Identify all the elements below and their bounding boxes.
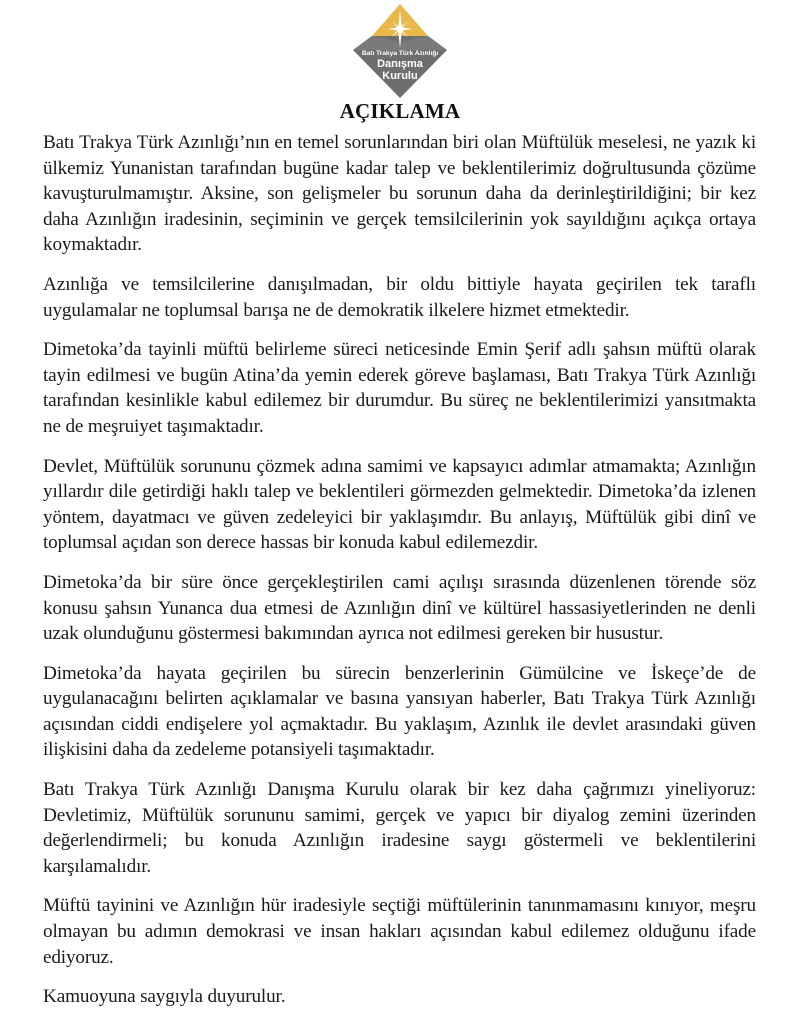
organization-logo bbox=[352, 2, 448, 100]
star-burst-diamond-logo-icon bbox=[352, 2, 448, 100]
paragraph: Dimetoka’da tayinli müftü belirleme süreci neticesinde Emin Şerif adlı şahsın müftü olarak tayin edilmesi ve bugün Atina’da yemin ederek göreve başlaması, Batı Trakya Türk Azınlığı tarafından kesinlikle kabul edilemez bir durumdur. Bu süreç ne beklentilerimizi yansıtmakta ne de meşruiyet taşımaktadır. bbox=[43, 339, 756, 437]
document-body bbox=[43, 130, 756, 1010]
paragraph: Dimetoka’da hayata geçirilen bu sürecin benzerlerinin Gümülcine ve İskeçe’de de uygulanacağını belirten açıklamalar ve basına yansıyan haberler, Batı Trakya Türk Azınlığı açısından ciddi endişelere yol açmaktadır. Bu yaklaşım, Azınlık ile devlet arasındaki güven ilişkisini daha da zedeleme potansiyeli taşımaktadır. bbox=[43, 662, 756, 761]
document-title: AÇIKLAMA bbox=[339, 99, 461, 123]
paragraph: Batı Trakya Türk Azınlığı Danışma Kurulu olarak bir kez daha çağrımızı yineliyoruz: Devletimiz, Müftülük sorununu samimi, gerçek ve yapıcı bir diyalog zemini üzerinden değerlendirmeli; bu konuda Azınlığın iradesine saygı göstermeli ve beklentilerini karşılamalıdır. bbox=[43, 779, 756, 877]
paragraph: Müftü tayinini ve Azınlığın hür iradesiyle seçtiği müftülerinin tanınmamasını kınıyor, meşru olmayan bu adımın demokrasi ve insan hakları açısından kabul edilemez olduğunu ifade ediyoruz. bbox=[43, 895, 756, 968]
paragraph: Batı Trakya Türk Azınlığı’nın en temel sorunlarından biri olan Müftülük meselesi, ne yazık ki ülkemiz Yunanistan tarafından bugüne kadar talep ve beklentilerimiz doğrultusunda çözüme kavuşturulmamıştır. Aksine, son gelişmeler bu sorunun daha da derinleştirildiğini; bir kez daha Azınlığın iradesinin, seçiminin ve gerçek temsilcilerinin yok sayıldığını açıkça ortaya koymaktadır. bbox=[43, 132, 756, 256]
logo-text-line2: Danışma bbox=[377, 58, 423, 70]
logo-text-line1: Batı Trakya Türk Azınlığı bbox=[361, 50, 439, 57]
paragraph: Dimetoka’da bir süre önce gerçekleştirilen cami açılışı sırasında düzenlenen törende söz konusu şahsın Yunanca dua etmesi de Azınlığın dinî ve kültürel hassasiyetlerinden ne denli uzak olunduğunu göstermesi bakımından ayrıca not edilmesi gereken bir husustur. bbox=[43, 571, 756, 645]
closing-statement: Kamuoyuna saygıyla duyurulur. bbox=[43, 986, 286, 1008]
paragraph: Devlet, Müftülük sorununu çözmek adına samimi ve kapsayıcı adımlar atmamakta; Azınlığın yıllardır dile getirdiği haklı talep ve beklentileri görmezden gelmektedir. Dimetoka’da izlenen yöntem, dayatmacı ve güven zedeleyici bir yaklaşımdır. Bu anlayış, Müftülük gibi dinî ve toplumsal açıdan son derece hassas bir konuda kabul edilemezdir. bbox=[43, 455, 756, 554]
logo-text-line3: Kurulu bbox=[382, 70, 418, 82]
paragraph: Azınlığa ve temsilcilerine danışılmadan, bir oldu bittiyle hayata geçirilen tek taraflı uygulamalar ne toplumsal barışa ne de demokratik ilkelere hizmet etmektedir. bbox=[43, 273, 756, 321]
